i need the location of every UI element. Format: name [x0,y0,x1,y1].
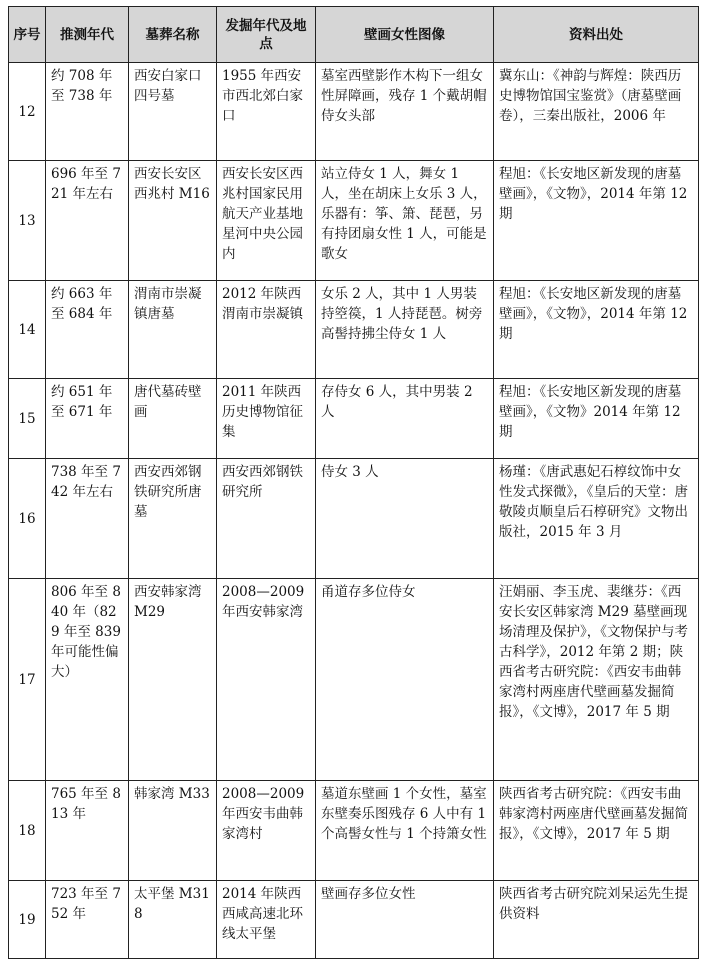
row-date: 738 年至 742 年左右 [46,459,129,579]
row-tomb: 西安长安区西兆村 M16 [129,161,217,281]
row-date: 约 651 年至 671 年 [46,379,129,459]
row-images: 甬道存多位侍女 [316,579,494,781]
row-images: 女乐 2 人，其中 1 人男装持箜篌，1 人持琵琶。树旁高髻持拂尘侍女 1 人 [316,281,494,379]
header-date: 推测年代 [46,7,129,63]
row-source: 程旭：《长安地区新发现的唐墓壁画》，《文物》，2014 年第 12 期 [494,161,699,281]
row-excavation: 西安西郊钢铁研究所 [217,459,316,579]
row-excavation: 2012 年陕西渭南市崇凝镇 [217,281,316,379]
table-row [9,579,699,781]
table-row [9,281,699,379]
table-row [9,161,699,281]
table-row [9,459,699,579]
header-row [9,7,699,63]
table-row [9,881,699,959]
row-source: 陕西省考古研究院：《西安韦曲韩家湾村两座唐代壁画墓发掘简报》，《文博》，2017 年 5 期 [494,781,699,881]
row-index: 15 [9,379,46,459]
row-date: 765 年至 813 年 [46,781,129,881]
row-date: 806 年至 840 年（829 年至 839 年可能性偏大） [46,579,129,781]
row-index: 17 [9,579,46,781]
row-images: 存侍女 6 人，其中男装 2 人 [316,379,494,459]
table-row [9,63,699,161]
row-excavation: 西安长安区西兆村国家民用航天产业基地星河中央公园内 [217,161,316,281]
row-images: 侍女 3 人 [316,459,494,579]
row-tomb: 西安白家口四号墓 [129,63,217,161]
row-date: 约 708 年至 738 年 [46,63,129,161]
row-index: 19 [9,881,46,959]
row-images: 壁画存多位女性 [316,881,494,959]
row-index: 16 [9,459,46,579]
row-tomb: 太平堡 M318 [129,881,217,959]
table-header [9,7,699,63]
table-row [9,781,699,881]
row-source: 程旭：《长安地区新发现的唐墓壁画》，《文物》2014 年第 12 期 [494,379,699,459]
row-date: 约 663 年至 684 年 [46,281,129,379]
row-images: 站立侍女 1 人，舞女 1 人，坐在胡床上女乐 3 人，乐器有：筝、箫、琵琶，另有持团扇女性 1 人，可能是歌女 [316,161,494,281]
row-date: 696 年至 721 年左右 [46,161,129,281]
row-excavation: 2014 年陕西西咸高速北环线太平堡 [217,881,316,959]
row-index: 13 [9,161,46,281]
row-excavation: 2008—2009 年西安韦曲韩家湾村 [217,781,316,881]
header-tomb: 墓葬名称 [129,7,217,63]
table-body [9,63,699,959]
header-images: 壁画女性图像 [316,7,494,63]
row-date: 723 年至 752 年 [46,881,129,959]
row-tomb: 韩家湾 M33 [129,781,217,881]
tomb-mural-table [8,6,699,959]
row-tomb: 西安西郊钢铁研究所唐墓 [129,459,217,579]
header-index: 序号 [9,7,46,63]
header-excavation: 发掘年代及地点 [217,7,316,63]
row-index: 18 [9,781,46,881]
row-excavation: 1955 年西安市西北郊白家口 [217,63,316,161]
row-excavation: 2008—2009 年西安韩家湾 [217,579,316,781]
row-tomb: 唐代墓砖壁画 [129,379,217,459]
row-images: 墓道东壁画 1 个女性，墓室东壁奏乐图残存 6 人中有 1 个高髻女性与 1 个持箫女性 [316,781,494,881]
row-excavation: 2011 年陕西历史博物馆征集 [217,379,316,459]
table-row [9,379,699,459]
row-source: 陕西省考古研究院刘呆运先生提供资料 [494,881,699,959]
row-images: 墓室西壁影作木构下一组女性屏障画，残存 1 个戴胡帽侍女头部 [316,63,494,161]
row-index: 14 [9,281,46,379]
row-source: 冀东山：《神韵与辉煌：陕西历史博物馆国宝鉴赏》（唐墓壁画卷），三秦出版社，2006 年 [494,63,699,161]
row-source: 杨瑾：《唐武惠妃石椁纹饰中女性发式探微》，《皇后的天堂：唐敬陵贞顺皇后石椁研究》文物出版社，2015 年 3 月 [494,459,699,579]
row-tomb: 西安韩家湾 M29 [129,579,217,781]
row-source: 汪娟丽、李玉虎、裴继芬：《西安长安区韩家湾 M29 墓壁画现场清理及保护》，《文物保护与考古科学》，2012 年第 2 期；陕西省考古研究院：《西安韦曲韩家湾村两座唐代壁画墓发掘简报》，《文博》，2017 年 5 期 [494,579,699,781]
row-tomb: 渭南市崇凝镇唐墓 [129,281,217,379]
row-index: 12 [9,63,46,161]
header-source: 资料出处 [494,7,699,63]
row-source: 程旭：《长安地区新发现的唐墓壁画》，《文物》，2014 年第 12 期 [494,281,699,379]
